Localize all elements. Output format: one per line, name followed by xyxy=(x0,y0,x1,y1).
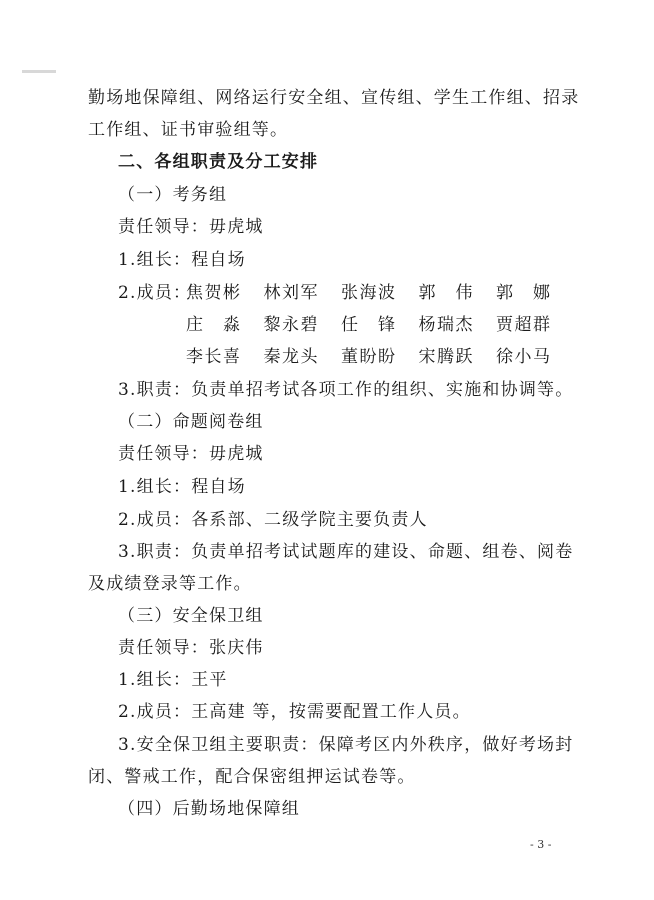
member-name: 黎永碧 xyxy=(263,315,319,335)
members-line: 2.成员：王高建 等，按需要配置工作人员。 xyxy=(118,702,471,722)
member-name: 庄 淼 xyxy=(186,315,242,335)
scan-mark xyxy=(22,70,56,73)
responsible-leader: 责任领导：毋虎城 xyxy=(118,217,264,237)
member-name: 董盼盼 xyxy=(341,347,397,367)
member-name: 秦龙头 xyxy=(263,347,319,367)
duties-line: 3.安全保卫组主要职责：保障考区内外秩序，做好考场封 xyxy=(118,735,574,755)
member-name: 郭 娜 xyxy=(496,283,552,303)
duties-line: 3.职责：负责单招考试试题库的建设、命题、组卷、阅卷 xyxy=(118,542,574,562)
duties-line: 3.职责：负责单招考试各项工作的组织、实施和协调等。 xyxy=(118,380,574,400)
member-name: 张海波 xyxy=(341,283,397,303)
member-name: 任 锋 xyxy=(341,315,397,335)
responsible-leader: 责任领导：张庆伟 xyxy=(118,638,264,658)
members-row xyxy=(186,345,574,369)
member-name: 宋腾跃 xyxy=(418,347,474,367)
members-row xyxy=(186,281,574,305)
duties-line: 闭、警戒工作，配合保密组押运试卷等。 xyxy=(88,767,416,787)
group-leader: 1.组长：程自场 xyxy=(118,477,246,497)
group-heading: （二）命题阅卷组 xyxy=(118,412,264,432)
members-label: 2.成员： xyxy=(118,283,192,303)
member-name: 郭 伟 xyxy=(418,283,474,303)
section-heading: 二、各组职责及分工安排 xyxy=(118,152,319,172)
group-leader: 1.组长：程自场 xyxy=(118,250,246,270)
member-name: 焦贺彬 xyxy=(186,283,242,303)
responsible-leader: 责任领导：毋虎城 xyxy=(118,444,264,464)
member-name: 林刘军 xyxy=(263,283,319,303)
members-line: 2.成员：各系部、二级学院主要负责人 xyxy=(118,510,428,530)
member-name: 徐小马 xyxy=(496,347,552,367)
group-leader: 1.组长：王平 xyxy=(118,670,228,690)
group-heading: （三）安全保卫组 xyxy=(118,606,264,626)
paragraph-line: 工作组、证书审验组等。 xyxy=(88,120,289,140)
member-name: 李长喜 xyxy=(186,347,242,367)
paragraph-line: 勤场地保障组、网络运行安全组、宣传组、学生工作组、招录 xyxy=(88,88,580,108)
duties-line: 及成绩登录等工作。 xyxy=(88,574,252,594)
page-number: - 3 - xyxy=(530,838,552,851)
member-name: 杨瑞杰 xyxy=(418,315,474,335)
group-heading: （四）后勤场地保障组 xyxy=(118,799,300,819)
member-name: 贾超群 xyxy=(496,315,552,335)
members-row xyxy=(186,313,574,337)
group-heading: （一）考务组 xyxy=(118,185,228,205)
